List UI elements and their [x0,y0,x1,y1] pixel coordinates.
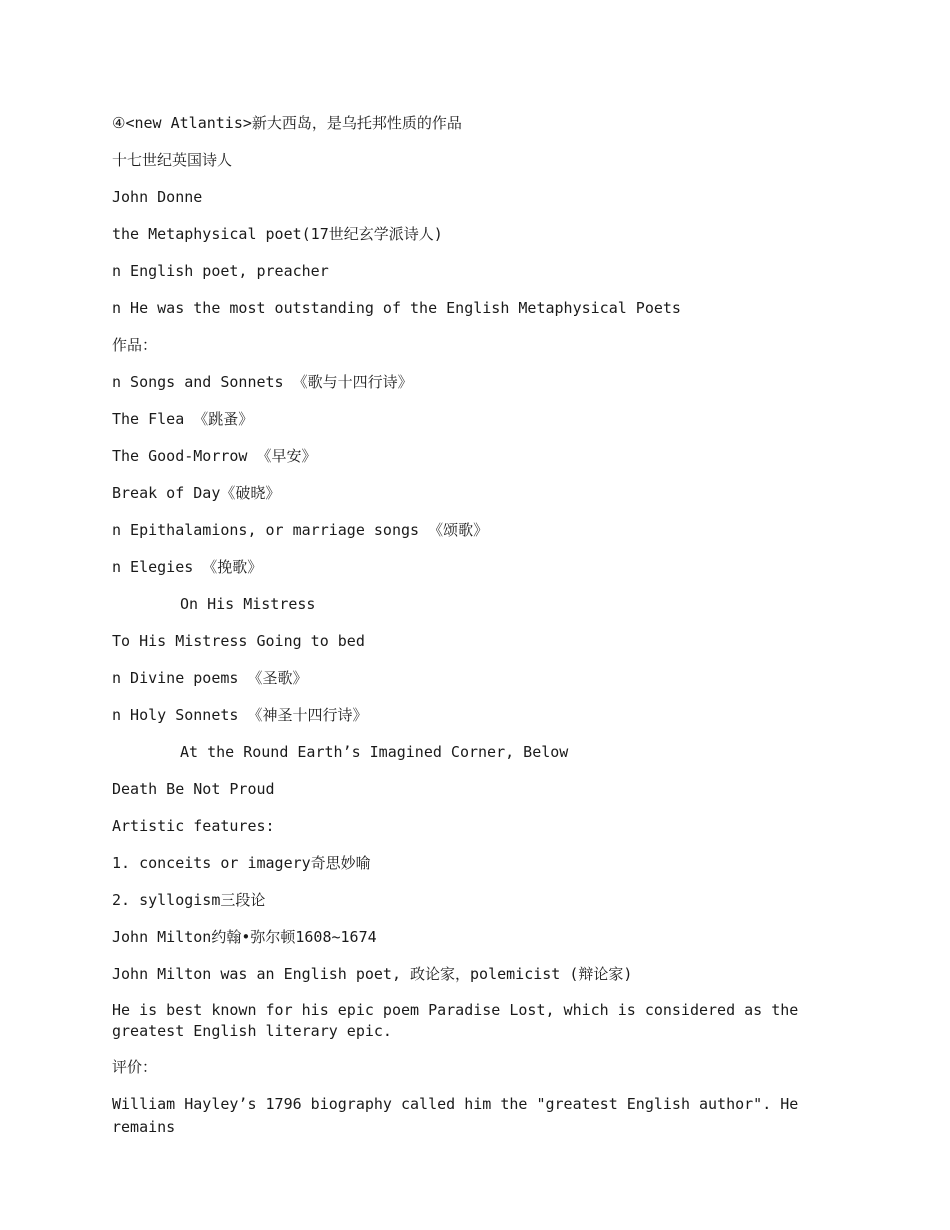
text-line: The Good-Morrow 《早安》 [112,447,317,465]
text-line: n Songs and Sonnets 《歌与十四行诗》 [112,373,413,391]
text-line: To His Mistress Going to bed [112,632,365,650]
text-line: Death Be Not Proud [112,780,275,798]
text-line: the Metaphysical poet(17世纪玄学派诗人) [112,225,443,243]
text-line: ④<new Atlantis>新大西岛，是乌托邦性质的作品 [112,114,462,132]
text-line: He is best known for his epic poem Paradise Lost, which is considered as the greatest English literary epic. [112,1001,808,1040]
text-line: 十七世纪英国诗人 [112,151,233,169]
text-line: Artistic features: [112,817,275,835]
text-line: John Milton was an English poet, 政论家，polemicist (辩论家) [112,965,633,983]
text-line: n He was the most outstanding of the English Metaphysical Poets [112,299,681,317]
text-line: n Elegies 《挽歌》 [112,558,263,576]
text-line: Break of Day《破晓》 [112,484,281,502]
text-line: John Milton约翰•弥尔顿1608~1674 [112,928,377,946]
text-line: 评价： [112,1058,158,1076]
document-body [112,112,842,1153]
text-line: John Donne [112,188,203,206]
text-line: 2. syllogism三段论 [112,891,266,909]
text-line: n Divine poems 《圣歌》 [112,669,308,687]
text-line: At the Round Earth’s Imagined Corner, Below [180,743,569,761]
text-line: n Epithalamions, or marriage songs 《颂歌》 [112,521,489,539]
text-line: n English poet, preacher [112,262,329,280]
text-line: William Hayley’s 1796 biography called him the "greatest English author". He remains [112,1095,808,1136]
text-line: 作品： [112,336,158,354]
text-line: 1. conceits or imagery奇思妙喻 [112,854,371,872]
text-line: n Holy Sonnets 《神圣十四行诗》 [112,706,368,724]
text-line: The Flea 《跳蚤》 [112,410,254,428]
text-line: On His Mistress [180,595,316,613]
